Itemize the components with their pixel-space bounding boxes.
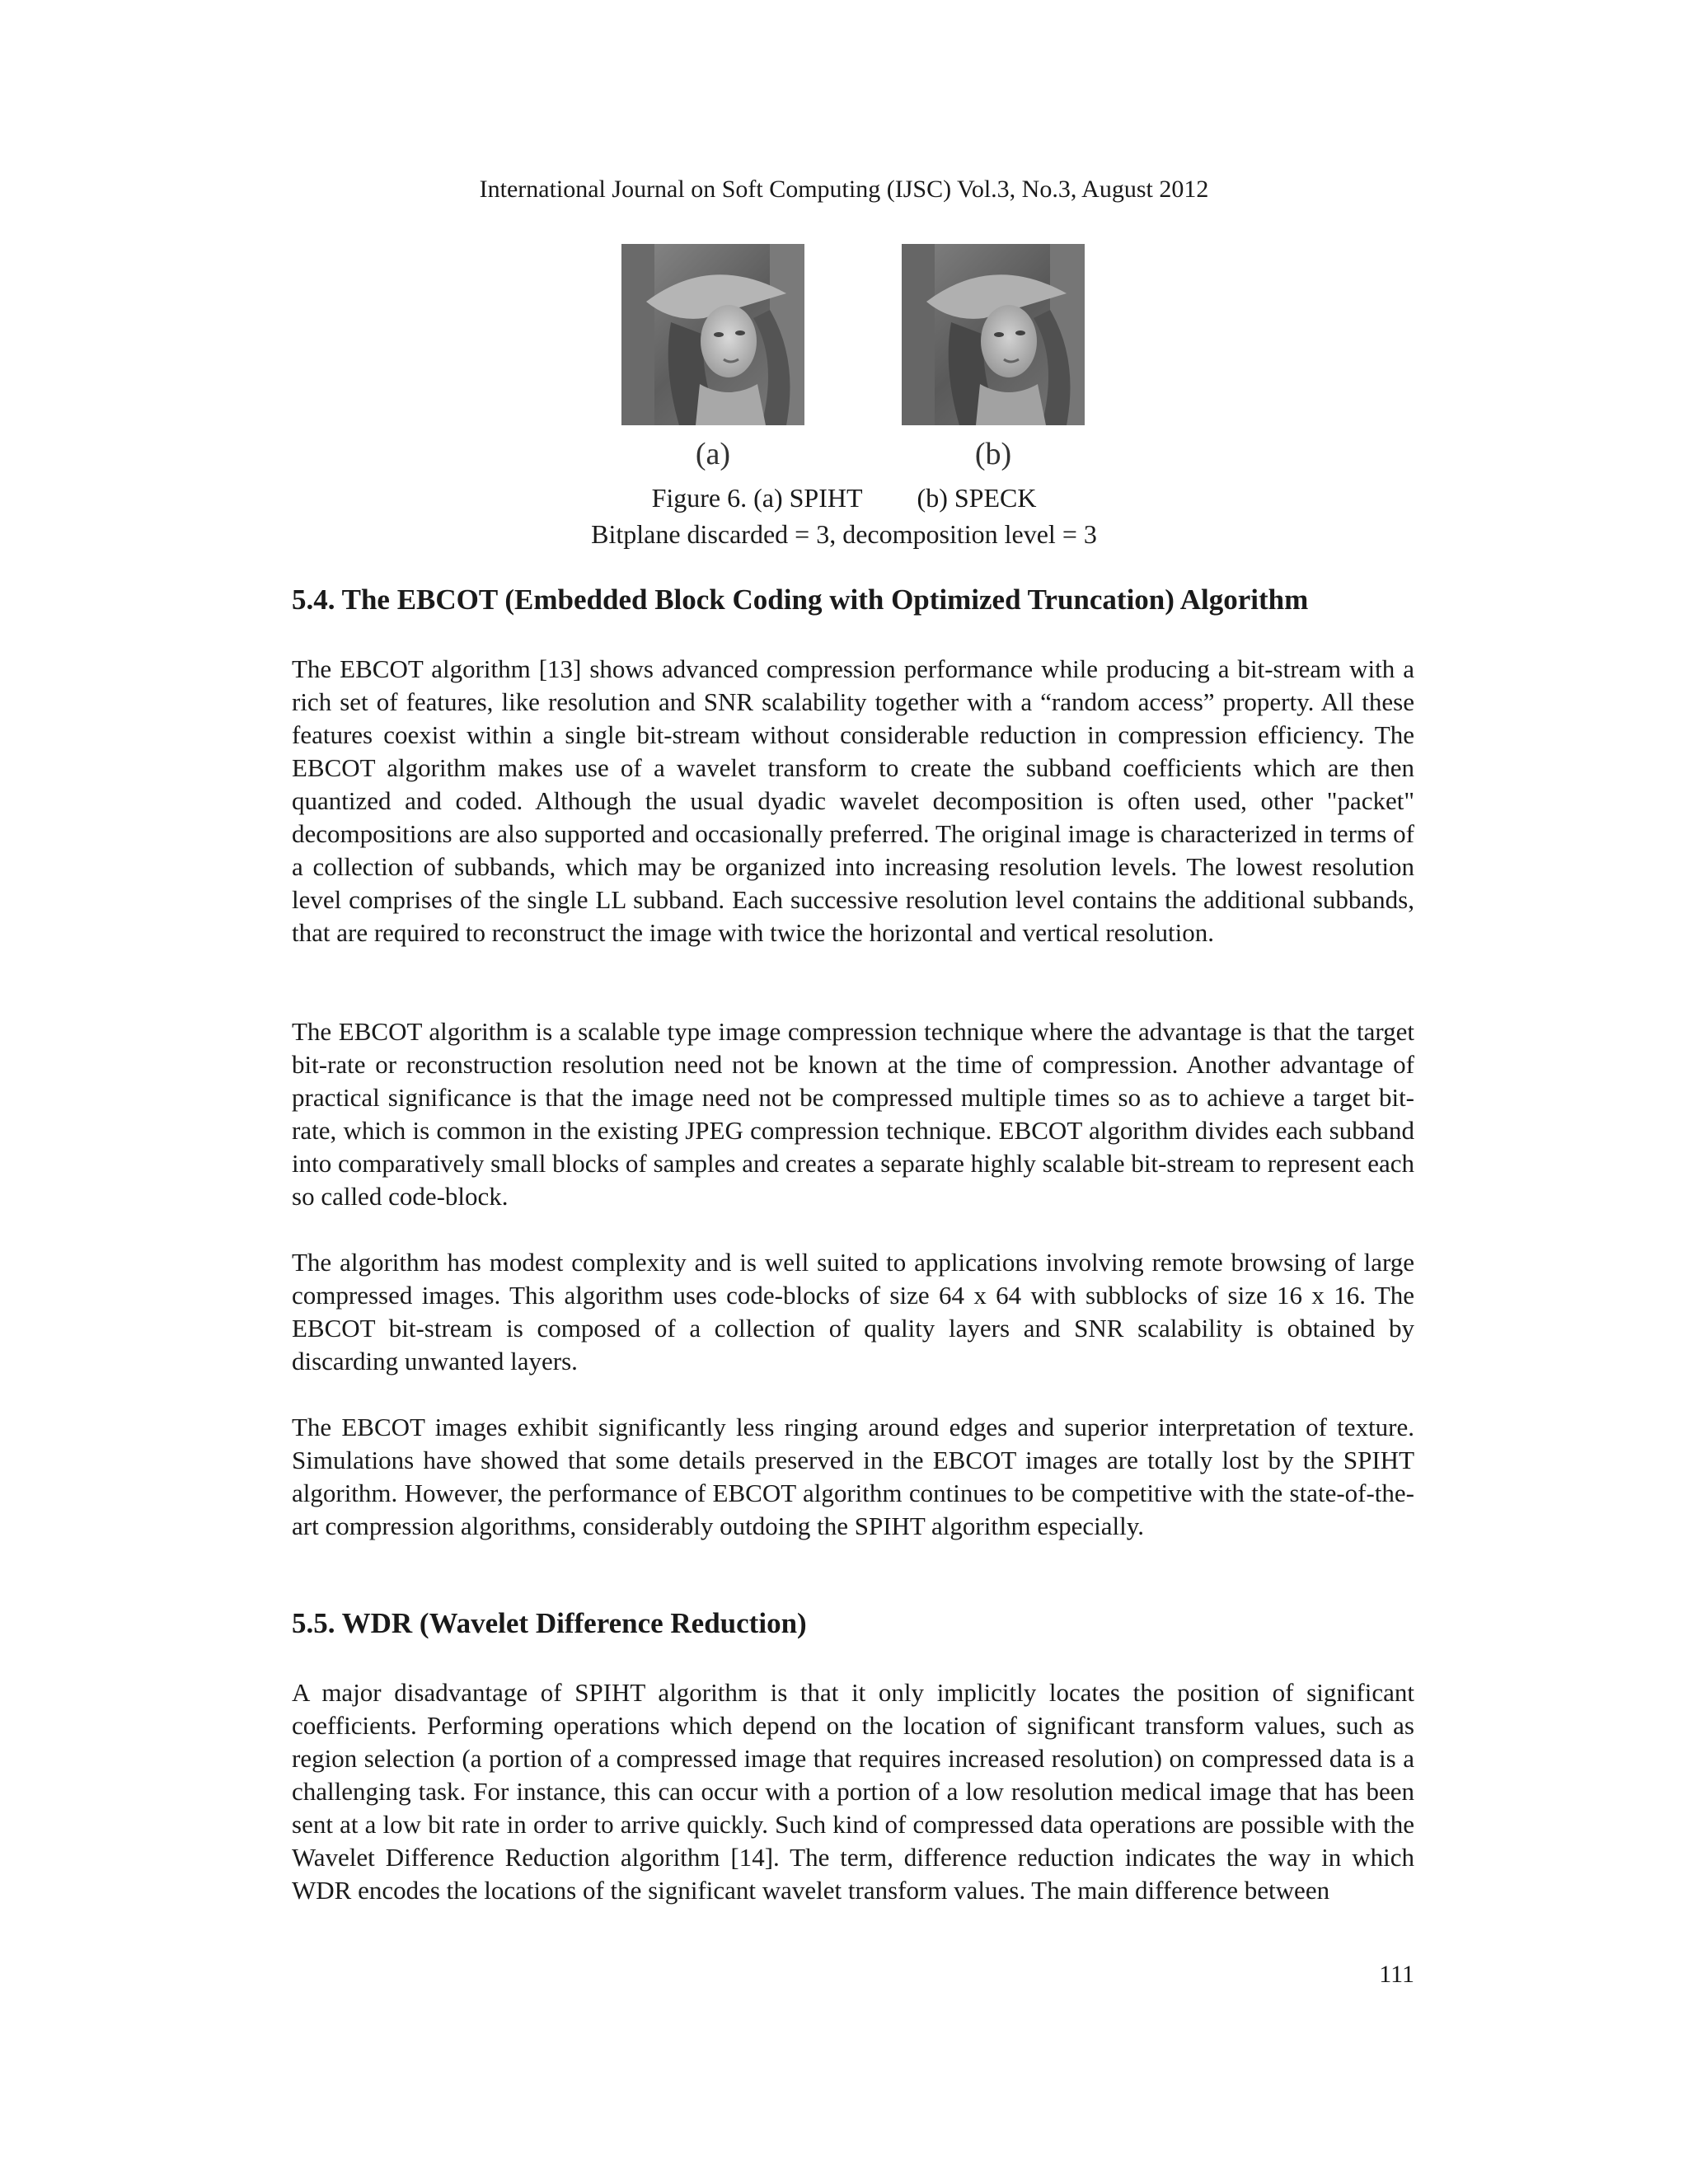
figure-caption-b: (b) SPECK xyxy=(917,483,1037,513)
paragraph: The algorithm has modest complexity and is well suited to applications involving remote browsing of large compressed images. This algorithm uses code-blocks of size 64 x 64 with subblocks of size 16 x 16. The EBCOT bit-stream is composed of a collection of quality layers and SNR scalability is obtained by discarding unwanted layers. xyxy=(292,1248,1414,1376)
lena-spiht-image xyxy=(621,244,804,425)
figure-label-a: (a) xyxy=(695,437,731,471)
paragraph: The EBCOT algorithm is a scalable type image compression technique where the advantage is that the target bit-rate or reconstruction resolution need not be known at the time of compression. Another advantage of practical significance is that the image need not be compressed multiple times so as to achieve a target bit-rate, which is common in the existing JPEG compression technique. EBCOT algorithm divides each subband into comparatively small blocks of samples and creates a separate highly scalable bit-stream to represent each so called code-block. xyxy=(292,1017,1414,1211)
section-heading-5-5: 5.5. WDR (Wavelet Difference Reduction) xyxy=(292,1607,807,1639)
running-header: International Journal on Soft Computing (IJSC) Vol.3, No.3, August 2012 xyxy=(479,176,1209,203)
figure-panel-b xyxy=(902,244,1085,471)
section-heading-5-4: 5.4. The EBCOT (Embedded Block Coding with Optimized Truncation) Algorithm xyxy=(292,583,1309,616)
paragraph: The EBCOT algorithm [13] shows advanced compression performance while producing a bit-stream with a rich set of features, like resolution and SNR scalability together with a “random access” property. All these features coexist within a single bit-stream without considerable reduction in compression efficiency. The EBCOT algorithm makes use of a wavelet transform to create the subband coefficients which are then quantized and coded. Although the usual dyadic wavelet decomposition is often used, other "packet" decompositions are also supported and occasionally preferred. The original image is characterized in terms of a collection of subbands, which may be organized into increasing resolution levels. The lowest resolution level comprises of the single LL subband. Each successive resolution level contains the additional subbands, that are required to reconstruct the image with twice the horizontal and vertical resolution. xyxy=(292,654,1414,947)
page-number: 111 xyxy=(1379,1961,1414,1988)
figure-label-b: (b) xyxy=(974,437,1012,471)
figure-caption xyxy=(0,481,1688,514)
paragraph: The EBCOT images exhibit significantly less ringing around edges and superior interpretation of texture. Simulations have showed that some details preserved in the EBCOT images are totally lost by the SPIHT algorithm. However, the performance of EBCOT algorithm continues to be competitive with the state-of-the-art compression algorithms, considerably outdoing the SPIHT algorithm especially. xyxy=(292,1413,1414,1540)
lena-speck-image xyxy=(902,244,1085,425)
paragraph: A major disadvantage of SPIHT algorithm is that it only implicitly locates the position of significant coefficients. Performing operations which depend on the location of significant transform values, such as region selection (a portion of a compressed image that requires increased resolution) on compressed data is a challenging task. For instance, this can occur with a portion of a low resolution medical image that has been sent at a low bit rate in order to arrive quickly. Such kind of compressed data operations are possible with the Wavelet Difference Reduction algorithm [14]. The term, difference reduction indicates the way in which WDR encodes the locations of the significant wavelet transform values. The main difference between xyxy=(292,1678,1414,1905)
figure-panel-a xyxy=(621,244,804,471)
figure-caption-a: Figure 6. (a) SPIHT xyxy=(651,483,863,513)
figure-caption-line-2: Bitplane discarded = 3, decomposition level = 3 xyxy=(591,519,1097,549)
